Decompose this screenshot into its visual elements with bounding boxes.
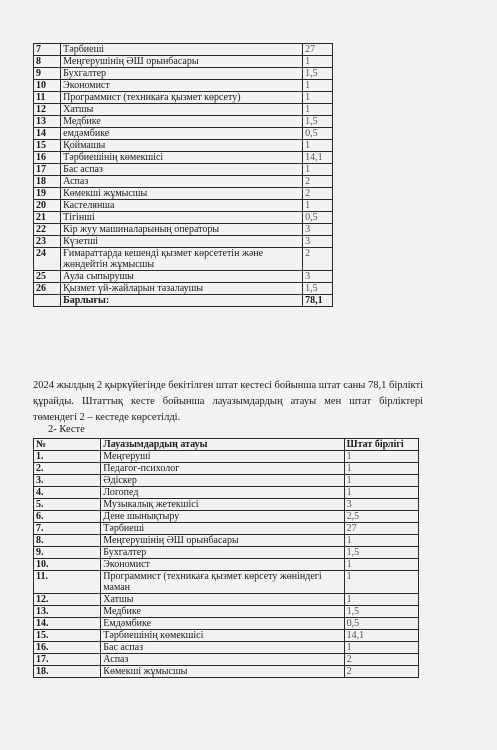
position-name: Қоймашы [61,140,303,152]
position-name: Аула сыпырушы [61,271,303,283]
table-row [34,606,419,618]
row-number: 20 [34,200,61,212]
row-number: 12 [34,104,61,116]
total-value: 78,1 [303,295,333,307]
position-name: Меңгерушінің ӘШ орынбасары [101,535,344,547]
position-name: Логопед [101,487,344,499]
row-number: 10. [34,559,101,571]
staff-units: 2 [303,176,333,188]
row-number: 8 [34,56,61,68]
staff-units: 2 [344,666,418,678]
position-name: Күзетші [61,236,303,248]
staff-units: 3 [303,236,333,248]
staff-table-2-body [34,451,419,678]
row-number [34,295,61,307]
staff-units: 1 [344,594,418,606]
table-row [34,499,419,511]
table-row [34,535,419,547]
table-row [34,571,419,594]
staff-units: 27 [344,523,418,535]
row-number: 25 [34,271,61,283]
position-name: Бухгалтер [61,68,303,80]
table-row [34,559,419,571]
staff-units: 3 [303,224,333,236]
table-row [34,283,333,295]
row-number: 11. [34,571,101,594]
row-number: 19 [34,188,61,200]
staff-units: 2,5 [344,511,418,523]
staff-units: 2 [303,248,333,271]
position-name: Кастелянша [61,200,303,212]
staff-units: 1 [344,451,418,463]
table-row [34,68,333,80]
staff-units: 1 [344,463,418,475]
row-number: 8. [34,535,101,547]
table-row [34,224,333,236]
table-row [34,212,333,224]
position-name: Программист (техникаға қызмет көрсету) [61,92,303,104]
table-row [34,92,333,104]
staff-units: 3 [344,499,418,511]
position-name: Бас аспаз [101,642,344,654]
total-label: Барлығы: [61,295,303,307]
staff-units: 1,5 [303,68,333,80]
position-name: Әдіскер [101,475,344,487]
row-number: 4. [34,487,101,499]
row-number: 12. [34,594,101,606]
row-number: 7 [34,44,61,56]
staff-units: 2 [344,654,418,666]
table-row [34,80,333,92]
staff-units: 0,5 [303,212,333,224]
position-name: Дене шынықтыру [101,511,344,523]
row-number: 1. [34,451,101,463]
staff-units: 1 [344,535,418,547]
table-row [34,654,419,666]
row-number: 16. [34,642,101,654]
position-name: Кір жуу машиналарының операторы [61,224,303,236]
row-number: 15. [34,630,101,642]
row-number: 21 [34,212,61,224]
row-number: 13 [34,116,61,128]
staff-units: 1 [344,642,418,654]
position-name: Тәрбиешінің көмекшісі [101,630,344,642]
table-row [34,642,419,654]
table-row [34,475,419,487]
staff-table-2 [33,438,419,678]
row-number: 22 [34,224,61,236]
position-name: Тәрбиешінің көмекшісі [61,152,303,164]
staff-table-body [34,44,333,307]
position-name: Медбике [101,606,344,618]
table-caption: 2- Кесте [48,424,85,435]
staff-units: 1,5 [303,116,333,128]
position-name: Көмекші жұмысшы [101,666,344,678]
position-name: Тәрбиеші [61,44,303,56]
row-number: 24 [34,248,61,271]
position-name: Экономист [101,559,344,571]
row-number: 26 [34,283,61,295]
position-name: Экономист [61,80,303,92]
header-units: Штат бірлігі [344,439,418,451]
table-row [34,451,419,463]
position-name: Медбике [61,116,303,128]
table-row [34,248,333,271]
row-number: 5. [34,499,101,511]
table-row [34,618,419,630]
table-row [34,44,333,56]
position-name: Көмекші жұмысшы [61,188,303,200]
position-name: Меңгеруші [101,451,344,463]
table-row [34,200,333,212]
position-name: Тігінші [61,212,303,224]
row-number: 18 [34,176,61,188]
row-number: 11 [34,92,61,104]
row-number: 2. [34,463,101,475]
row-number: 17 [34,164,61,176]
position-name: Аспаз [101,654,344,666]
row-number: 14. [34,618,101,630]
position-name: Бас аспаз [61,164,303,176]
position-name: Хатшы [61,104,303,116]
staff-units: 3 [303,271,333,283]
staff-units: 1 [303,200,333,212]
staff-units: 1 [344,475,418,487]
position-name: Музыкалық жетекшісі [101,499,344,511]
staff-units: 0,5 [303,128,333,140]
staff-units: 1 [303,92,333,104]
position-name: Аспаз [61,176,303,188]
staff-units: 1,5 [303,283,333,295]
table-row [34,511,419,523]
position-name: Меңгерушінің ӘШ орынбасары [61,56,303,68]
staff-table-continued [33,43,333,307]
staff-units: 1 [303,164,333,176]
row-number: 23 [34,236,61,248]
row-number: 15 [34,140,61,152]
table-row [34,547,419,559]
staff-units: 1 [344,559,418,571]
table-row [34,176,333,188]
row-number: 9. [34,547,101,559]
table-row [34,104,333,116]
row-number: 7. [34,523,101,535]
total-row [34,295,333,307]
position-name: Хатшы [101,594,344,606]
table-row [34,152,333,164]
table-row [34,236,333,248]
table-row [34,463,419,475]
row-number: 9 [34,68,61,80]
position-name: Педагог-психолог [101,463,344,475]
table-row [34,271,333,283]
table-row [34,128,333,140]
staff-units: 1,5 [344,606,418,618]
staff-units: 1 [303,104,333,116]
position-name: Қызмет үй-жайларын тазалаушы [61,283,303,295]
row-number: 16 [34,152,61,164]
row-number: 13. [34,606,101,618]
table-row [34,188,333,200]
table-row [34,116,333,128]
table-row [34,523,419,535]
position-name: Тәрбиеші [101,523,344,535]
staff-units: 1 [303,56,333,68]
row-number: 17. [34,654,101,666]
staff-units: 1 [344,487,418,499]
table-row [34,666,419,678]
staff-paragraph: 2024 жылдың 2 қыркүйегінде бекітілген штат кестесі бойынша штат саны 78,1 бірлікті құрайды. Штаттық кесте бойынша лауазымдардың атауы мен штат бірліктері төмендегі 2 – кестеде көрсетілді. [33,380,423,423]
position-name: Бухгалтер [101,547,344,559]
staff-units: 1 [303,140,333,152]
row-number: 18. [34,666,101,678]
table-row [34,594,419,606]
table-row [34,140,333,152]
row-number: 6. [34,511,101,523]
row-number: 10 [34,80,61,92]
table-row [34,630,419,642]
row-number: 14 [34,128,61,140]
position-name: емдәмбике [61,128,303,140]
staff-units: 14,1 [303,152,333,164]
staff-units: 1 [344,571,418,594]
staff-units: 0,5 [344,618,418,630]
table-row [34,164,333,176]
table-header-row [34,439,419,451]
staff-units: 2 [303,188,333,200]
position-name: Программист (техникаға қызмет көрсету жөніндегі маман [101,571,344,594]
position-name: Ғимараттарда кешенді қызмет көрсететін және жөндейтін жұмысшы [61,248,303,271]
table-row [34,487,419,499]
staff-units: 1 [303,80,333,92]
row-number: 3. [34,475,101,487]
staff-units: 27 [303,44,333,56]
table-row [34,56,333,68]
staff-units: 1,5 [344,547,418,559]
header-position: Лауазымдардың атауы [101,439,344,451]
header-number: № [34,439,101,451]
staff-units: 14,1 [344,630,418,642]
position-name: Емдәмбике [101,618,344,630]
